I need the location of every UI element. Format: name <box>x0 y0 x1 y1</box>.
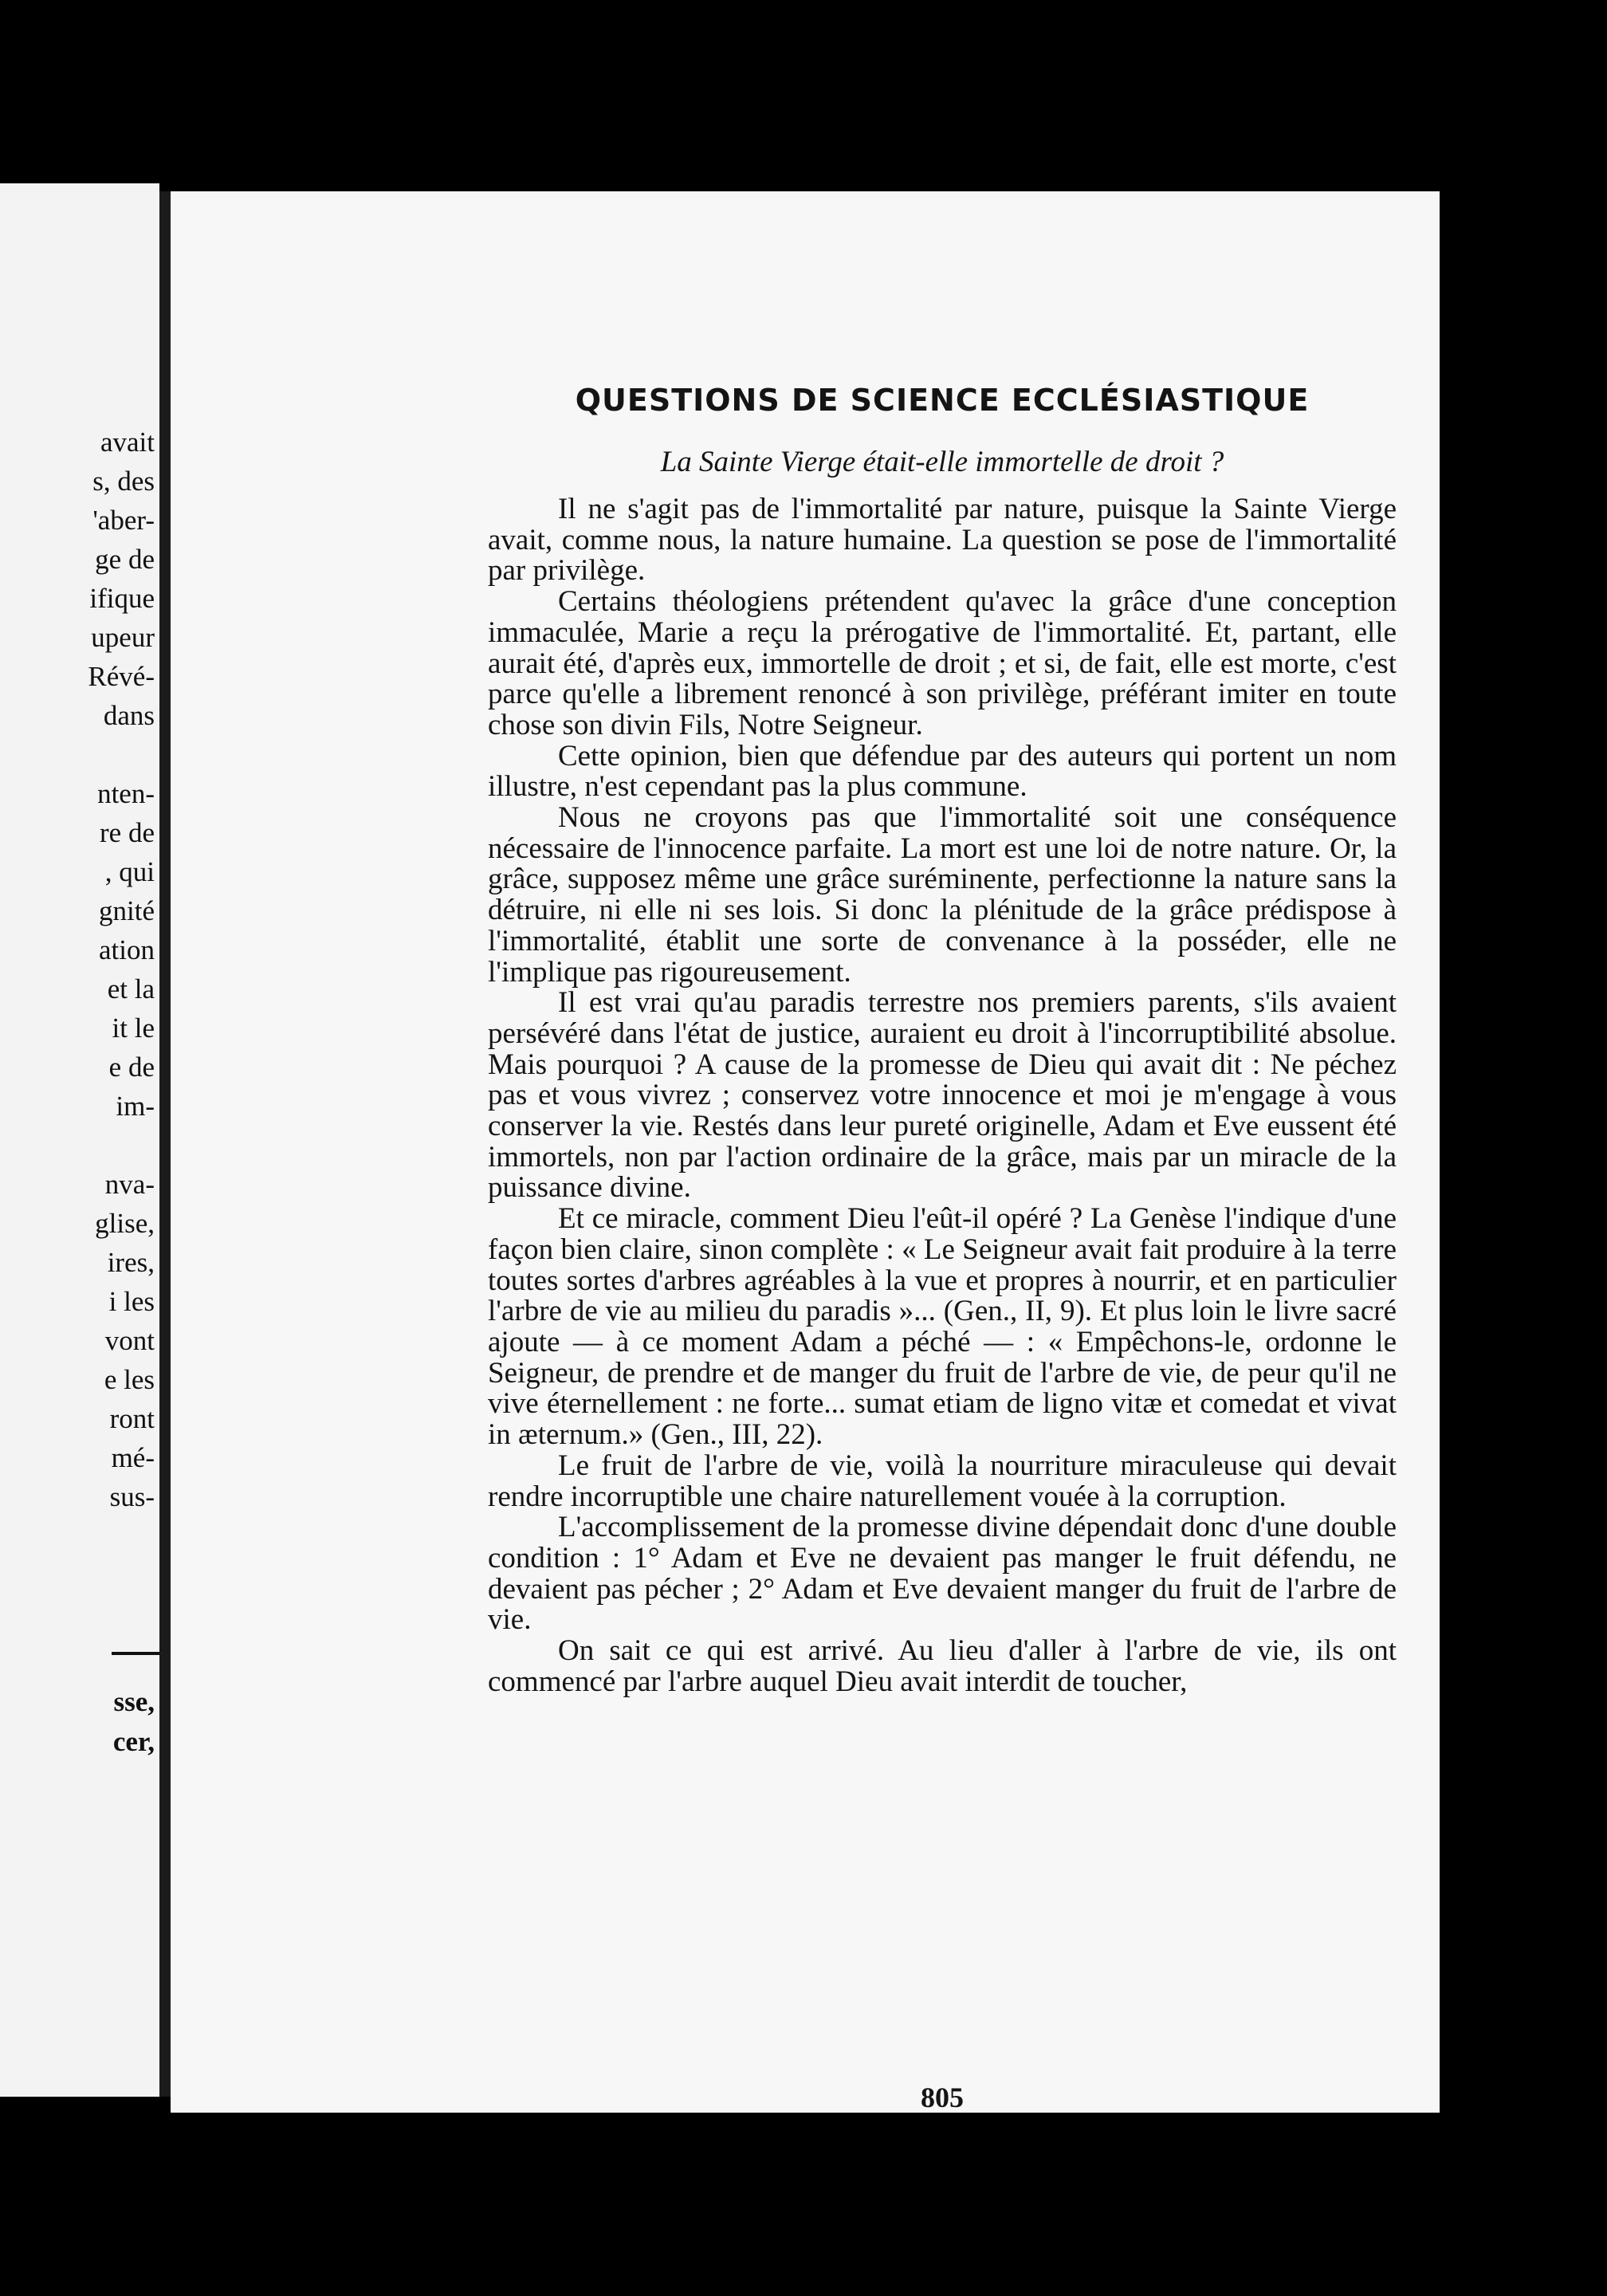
paragraph: L'accomplissement de la promesse divine dépendait donc d'une double condition : 1° Adam et Eve ne devaient pas manger le fruit défendu, ne devaient pas pécher ; 2° Adam et Eve devaient manger du fruit de l'arbre de vie. <box>488 1511 1397 1637</box>
facing-page-line: e les <box>104 1364 155 1395</box>
facing-page-line: sus- <box>109 1481 155 1512</box>
facing-page-line: it le <box>112 1012 155 1044</box>
facing-page-line: , qui <box>104 856 155 887</box>
facing-page-line: gnité <box>99 895 155 926</box>
paragraph: On sait ce qui est arrivé. Au lieu d'aller à l'arbre de vie, ils ont commencé par l'arbre auquel Dieu avait interdit de toucher, <box>488 1634 1397 1698</box>
facing-page-bold-line: cer, <box>112 1726 155 1757</box>
facing-page-line: upeur <box>91 622 155 653</box>
facing-page-line: et la <box>107 973 155 1005</box>
facing-page-line: ront <box>109 1403 155 1434</box>
facing-page-text <box>88 423 155 1516</box>
paragraph: Le fruit de l'arbre de vie, voilà la nourriture miraculeuse qui devait rendre incorruptible une chaire naturellement vouée à la corruption. <box>488 1449 1397 1513</box>
page-number: 805 <box>921 2082 964 2113</box>
facing-page-line: im- <box>116 1091 155 1122</box>
facing-page-line: ation <box>99 934 155 965</box>
facing-page-line: s, des <box>92 466 155 497</box>
paragraph: Il est vrai qu'au paradis terrestre nos premiers parents, s'ils avaient persévéré dans l'état de justice, auraient eu droit à l'incorruptibilité absolue. Mais pourquoi ? A cause de la promesse de Dieu qui avait dit : Ne péchez pas et vous vivrez ; conservez votre innocence et moi je m'engage à vous conserver la vie. Restés dans leur pureté originelle, Adam et Eve eussent été immortels, non par l'action ordinaire de la grâce, mais par un miracle de la puissance divine. <box>488 986 1397 1205</box>
paragraph: Il ne s'agit pas de l'immortalité par nature, puisque la Sainte Vierge avait, comme nous, la nature humaine. La question se pose de l'immortalité par privilège. <box>488 493 1397 588</box>
facing-page-footnote-text <box>113 1682 155 1762</box>
facing-page-line: e de <box>108 1052 155 1083</box>
article-body <box>488 494 1397 1697</box>
facing-page-bold-line: sse, <box>113 1686 155 1717</box>
facing-page-line: 'aber- <box>92 505 155 536</box>
facing-page-line: vont <box>104 1325 155 1356</box>
book-gutter-shadow <box>159 191 171 2097</box>
facing-page-line: re de <box>100 817 155 848</box>
paragraph: Et ce miracle, comment Dieu l'eût-il opéré ? La Genèse l'indique d'une façon bien claire, sinon complète : « Le Seigneur avait fait produire à la terre toutes sortes d'arbres agréables à la vue et propres à nourrir, et en particulier l'arbre de vie au milieu du paradis »... (Gen., II, 9). Et plus loin le livre sacré ajoute — à ce moment Adam a péché — : « Empêchons-le, ordonne le Seigneur, de prendre et de manger du fruit de l'arbre de vie, de peur qu'il ne vive éternellement : ne forte... sumat etiam de ligno vitæ et comedat et vivat in æternum.» (Gen., III, 22). <box>488 1202 1397 1452</box>
paragraph: Certains théologiens prétendent qu'avec la grâce d'une conception immaculée, Marie a reçu la prérogative de l'immortalité. Et, partant, elle aurait été, d'après eux, immortelle de droit ; et si, de fait, elle est morte, c'est parce qu'elle a librement renoncé à son privilège, préférant imiter en toute chose son divin Fils, Notre Seigneur. <box>488 585 1397 741</box>
facing-page-line: Révé- <box>88 661 155 692</box>
facing-page-line <box>88 1126 155 1165</box>
facing-page-line: nten- <box>97 778 155 809</box>
facing-page-line: ge de <box>95 544 155 575</box>
facing-page-line: avait <box>100 427 155 458</box>
section-heading: QUESTIONS DE SCIENCE ECCLÉSIASTIQUE <box>575 383 1310 418</box>
book-page <box>171 191 1440 2113</box>
facing-page-line <box>88 735 155 774</box>
facing-page-line: glise, <box>95 1208 155 1239</box>
facing-page-footnote-rule <box>112 1652 159 1655</box>
facing-page-line: mé- <box>111 1442 155 1473</box>
facing-page-fragment <box>0 183 159 2097</box>
paragraph: Nous ne croyons pas que l'immortalité soit une conséquence nécessaire de l'innocence parfaite. La mort est une loi de notre nature. Or, la grâce, supposez même une grâce suréminente, perfectionne la nature sans la détruire, ni elle ni ses lois. Si donc la plénitude de la grâce prédispose à l'immortalité, établit une sorte de convenance à la posséder, elle ne l'implique pas rigoureusement. <box>488 801 1397 989</box>
paragraph: Cette opinion, bien que défendue par des auteurs qui portent un nom illustre, n'est cependant pas la plus commune. <box>488 739 1397 804</box>
facing-page-line: ifique <box>89 583 155 614</box>
facing-page-line: nva- <box>104 1169 155 1200</box>
facing-page-line: i les <box>108 1286 155 1317</box>
article-title: La Sainte Vierge était-elle immortelle de droit ? <box>660 446 1224 478</box>
facing-page-line: ires, <box>107 1247 155 1278</box>
facing-page-line: dans <box>103 700 155 731</box>
